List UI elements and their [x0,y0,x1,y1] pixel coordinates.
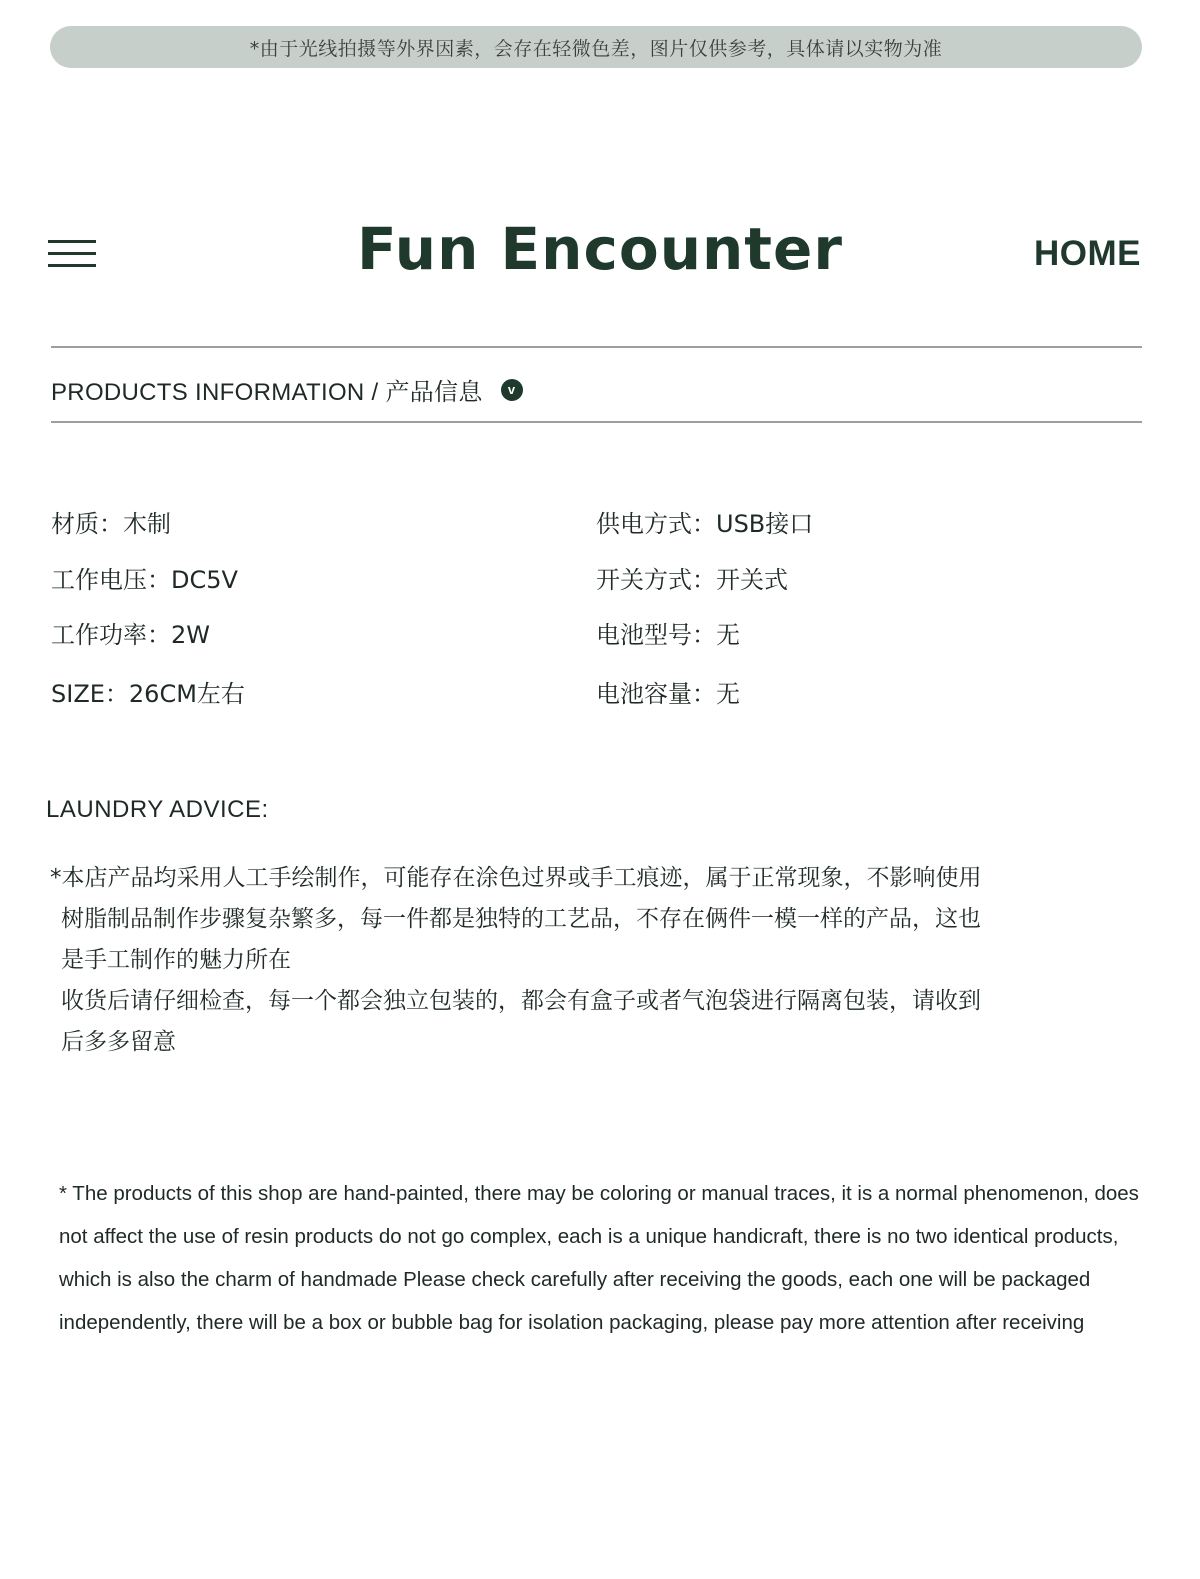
spec-material: 材质：木制 [51,510,171,538]
divider-bottom [51,421,1142,423]
spec-voltage: 工作电压：DC5V [51,566,238,594]
section-heading [51,372,523,407]
brand-logo: Fun Encounter [357,215,843,283]
spec-battery-capacity: 电池容量：无 [596,680,740,708]
advice-line: *本店产品均采用人工手绘制作，可能存在涂色过界或手工痕迹，属于正常现象，不影响使用 [50,865,982,891]
advice-line: 树脂制品制作步骤复杂繁多，每一件都是独特的工艺品，不存在俩件一模一样的产品，这也 [61,906,981,932]
spec-battery-model: 电池型号：无 [596,621,740,649]
section-title: PRODUCTS INFORMATION / 产品信息 [51,379,483,406]
advice-line: 是手工制作的魅力所在 [61,947,291,973]
divider-top [51,346,1142,348]
chevron-down-icon[interactable]: v [501,379,523,401]
laundry-advice-en: * The products of this shop are hand-painted, there may be coloring or manual traces, it is a normal phenomenon, does not affect the use of resin products do not go complex, each is a unique handicraft, there is no two identical products, which is also the charm of handmade Please check carefully after receiving the goods, each one will be packaged independently, there will be a box or bubble bag for isolation packaging, please pay more attention after receiving [59,1182,1139,1334]
spec-size: SIZE：26CM左右 [51,680,245,708]
notice-bar [50,26,1142,68]
spec-power-supply: 供电方式：USB接口 [596,510,814,538]
home-link[interactable]: HOME [1034,234,1141,273]
advice-line: 收货后请仔细检查，每一个都会独立包装的，都会有盒子或者气泡袋进行隔离包装，请收到 [61,988,981,1014]
notice-text: *由于光线拍摄等外界因素，会存在轻微色差，图片仅供参考，具体请以实物为准 [249,37,943,60]
laundry-advice-cn [50,858,1110,1063]
spec-switch-type: 开关方式：开关式 [596,566,788,594]
hamburger-menu-icon[interactable] [48,238,96,270]
advice-line: 后多多留意 [61,1029,176,1055]
laundry-title: LAUNDRY ADVICE: [46,796,269,823]
spec-power: 工作功率：2W [51,621,210,649]
